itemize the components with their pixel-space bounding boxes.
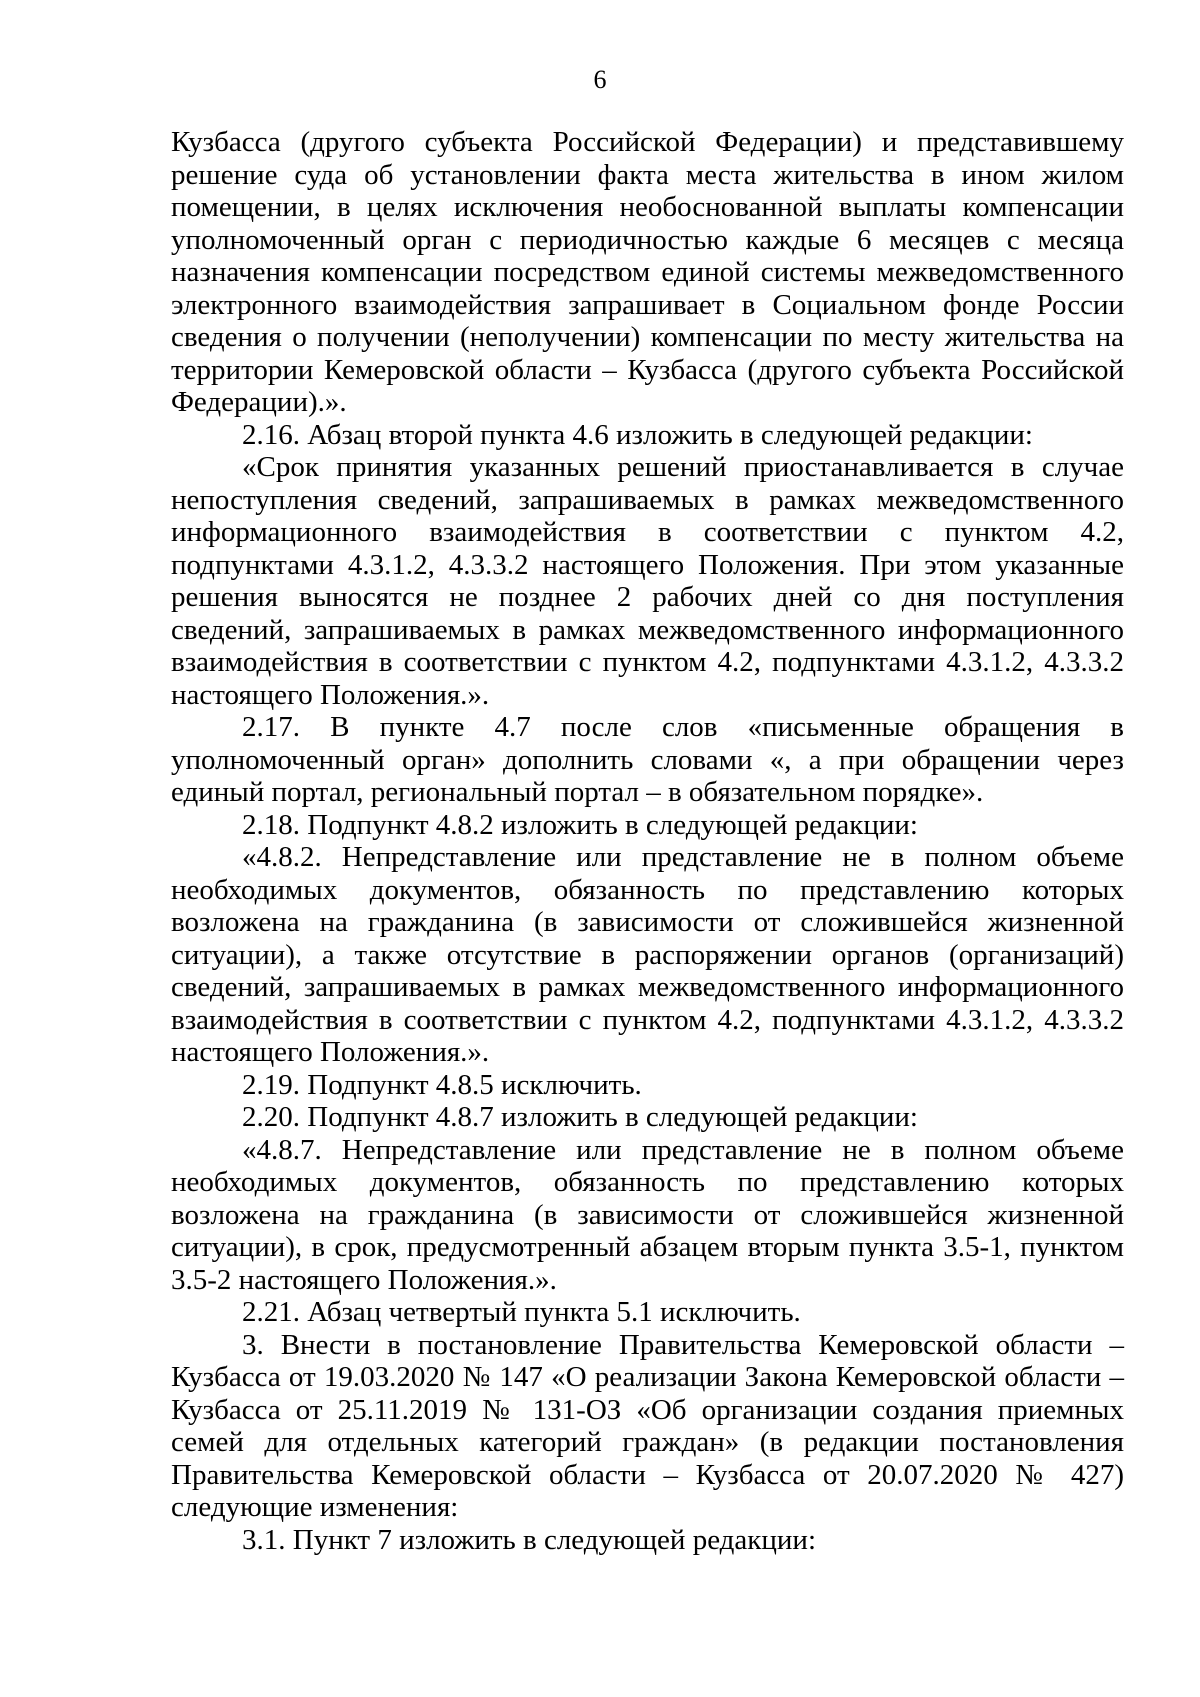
paragraph-item-3: 3. Внести в постановление Правительства Кемеровской области – Кузбасса от 19.03.2020 № 147 «О реализации Закона Кемеровской области – Кузбасса от 25.11.2019 № 131-ОЗ «Об организации создания приемных семей для отдельных категорий граждан» (в редакции постановления Правительства Кемеровской области – Кузбасса от 20.07.2020 № 427) следующие изменения:: [171, 1328, 1124, 1523]
document-body: [171, 126, 1124, 1556]
paragraph-continuation: Кузбасса (другого субъекта Российской Федерации) и представившему решение суда об установлении факта места жительства в ином жилом помещении, в целях исключения необоснованной выплаты компенсации уполномоченный орган с периодичностью каждые 6 месяцев с месяца назначения компенсации посредством единой системы межведомственного электронного взаимодействия запрашивает в Социальном фонде России сведения о получении (неполучении) компенсации по месту жительства на территории Кемеровской области – Кузбасса (другого субъекта Российской Федерации).».: [171, 126, 1124, 418]
paragraph-item-2-17: 2.17. В пункте 4.7 после слов «письменные обращения в уполномоченный орган» дополнить словами «, а при обращении через единый портал, региональный портал – в обязательном порядке».: [171, 711, 1124, 808]
paragraph-item-3-1: 3.1. Пункт 7 изложить в следующей редакции:: [242, 1523, 817, 1556]
paragraph-item-2-20: 2.20. Подпункт 4.8.7 изложить в следующей редакции:: [242, 1101, 918, 1133]
paragraph-quote-4-6: «Срок принятия указанных решений приостанавливается в случае непоступления сведений, запрашиваемых в рамках межведомственного информационного взаимодействия в соответствии с пунктом 4.2, подпунктами 4.3.1.2, 4.3.3.2 настоящего Положения. При этом указанные решения выносятся не позднее 2 рабочих дней со дня поступления сведений, запрашиваемых в рамках межведомственного информационного взаимодействия в соответствии с пунктом 4.2, подпунктами 4.3.1.2, 4.3.3.2 настоящего Положения.».: [171, 451, 1124, 711]
paragraph-quote-4-8-2: «4.8.2. Непредставление или представление не в полном объеме необходимых документов, обязанность по представлению которых возложена на гражданина (в зависимости от сложившейся жизненной ситуации), а также отсутствие в распоряжении органов (организаций) сведений, запрашиваемых в рамках межведомственного информационного взаимодействия в соответствии с пунктом 4.2, подпунктами 4.3.1.2, 4.3.3.2 настоящего Положения.».: [171, 841, 1124, 1068]
paragraph-quote-4-8-7: «4.8.7. Непредставление или представление не в полном объеме необходимых документов, обязанность по представлению которых возложена на гражданина (в зависимости от сложившейся жизненной ситуации), в срок, предусмотренный абзацем вторым пункта 3.5-1, пунктом 3.5-2 настоящего Положения.».: [171, 1133, 1124, 1296]
paragraph-item-2-21: 2.21. Абзац четвертый пункта 5.1 исключить.: [242, 1296, 801, 1328]
paragraph-item-2-19: 2.19. Подпункт 4.8.5 исключить.: [242, 1068, 642, 1101]
page-number: 6: [593, 65, 607, 94]
paragraph-item-2-16: 2.16. Абзац второй пункта 4.6 изложить в следующей редакции:: [242, 418, 1033, 451]
paragraph-item-2-18: 2.18. Подпункт 4.8.2 изложить в следующей редакции:: [242, 808, 918, 841]
